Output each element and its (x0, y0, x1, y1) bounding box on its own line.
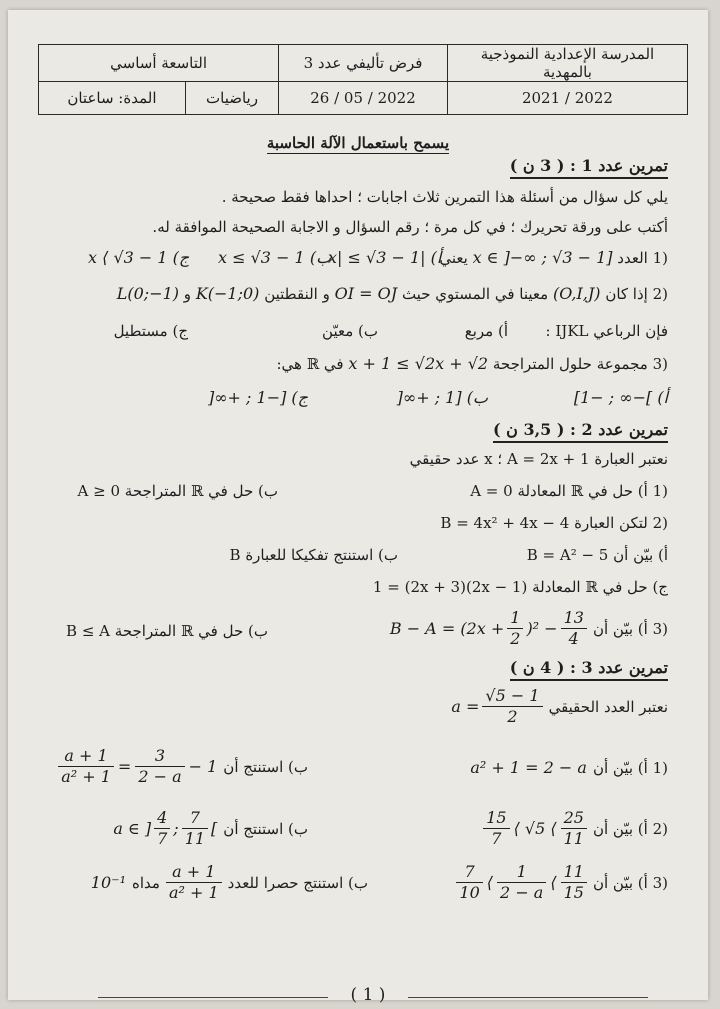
ex3-q1b: ب) استنتج أن $\frac{a + 1}{\text{a² + 1}}$ = $\frac{3}{2 - a}$ − 1 (58, 746, 308, 787)
subject: رياضيات (185, 82, 278, 115)
ex2-q2a: أ) بيّن أن B = A² − 5 (526, 546, 668, 564)
exercise1-intro2: أكتب على ورقة تحريرك ؛ في كل مرة ؛ رقم السؤال و الاجابة الصحيحة الموافقة له. (152, 218, 668, 236)
ex1-q2-stem: (2 إذا كان (O,I,J) معينا في المستوي حيث OI = OJ و النقطتين K(−1;0) و L(0;−1) (116, 284, 668, 303)
ex1-q1-stem: (1 العدد x ∈ ]−∞ ; √3 − 1] يعني (439, 248, 668, 267)
school-year: 2022 / 2021 (447, 82, 687, 115)
exam-title: فرض تأليفي عدد 3 (279, 45, 448, 82)
exercise3-title: تمرين عدد 3 : ( 4 ن ) (510, 658, 668, 677)
ex3-q3a: (3 أ) بيّن أن $\frac{7}{10}$ ⟨ $\frac{1}{2 - a}$ ⟨ $\frac{11}{15}$ (456, 862, 668, 903)
page-footer (8, 985, 708, 1009)
ex1-q3-stem: (3 مجموعة حلول المتراجحة x + 1 ≤ √2x + √2 في ℝ هي: (276, 354, 668, 373)
ex2-q2c: ج) حل في ℝ المعادلة (2x − 1)(2x + 3) = 1 (372, 578, 668, 596)
ex2-q2: (2 لتكن العبارة B = 4x² + 4x − 4 (440, 514, 668, 532)
ex3-q3b: ب) استنتج حصرا للعدد $\frac{a + 1}{\text{a² + 1}}$ مداه 10⁻¹ (90, 862, 368, 902)
level: التاسعة أساسي (39, 45, 279, 82)
exercise1-intro1: يلي كل سؤال من أسئلة هذا التمرين ثلاث اجابات ؛ احداها فقط صحيحة . (221, 188, 668, 206)
ex1-q3-option-a: أ) ]−∞ ; −1] (573, 388, 668, 407)
ex1-q1-option-c: ج) x ⟨ √3 − 1 (88, 248, 190, 267)
ex3-q2a: (2 أ) بيّن أن $\frac{15}{7}$ ⟨ √5 ⟨ $\frac{25}{11}$ (483, 808, 668, 849)
ex2-q1b: ب) حل في ℝ المتراجحة A ≥ 0 (77, 482, 278, 500)
ex1-q3-option-b: ب) [1 ; +∞[ (396, 388, 488, 407)
exercise1-title: تمرين عدد 1 : ( 3 ن ) (510, 156, 668, 175)
footer-rule-left (98, 997, 328, 998)
ex1-q2-option-b: ب) معيّن (322, 322, 378, 340)
exercise2-intro: نعتبر العبارة A = 2x + 1 ؛ x عدد حقيقي (409, 450, 668, 468)
exercise2-title: تمرين عدد 2 : ( 3,5 ن ) (493, 420, 668, 439)
ex2-q3a: (3 أ) بيّن أن B − A = (2x + $\frac{1}{2}$ )² − $\frac{13}{4}$ (389, 608, 668, 648)
ex1-q2-option-a: أ) مربع (464, 322, 508, 340)
ex1-q1-option-a: أ) |x| ≤ √3 − 1 (328, 248, 442, 267)
ex3-q1a: (1 أ) بيّن أن a² + 1 = 2 − a (470, 758, 668, 777)
ex1-q1-option-b: ب) x ≤ √3 − 1 (218, 248, 332, 267)
header-table (38, 44, 688, 115)
ex2-q1a: (1 أ) حل في ℝ المعادلة A = 0 (470, 482, 668, 500)
exam-paper (8, 10, 708, 1005)
footer-rule-right (408, 997, 648, 998)
ex3-q2b: ب) استنتج أن a ∈ ] $\frac{4}{7}$ ; $\frac{7}{11}$ [ (113, 808, 308, 848)
ex1-q2-prompt: فإن الرباعي IJKL : (545, 322, 668, 340)
calculator-note: يسمح باستعمال الآلة الحاسبة (266, 134, 450, 152)
ex3-intro: نعتبر العدد الحقيقي a = $\frac{√5 - 1}{2}$ (451, 686, 668, 726)
page-number: ( 1 ) (350, 985, 386, 1005)
school-name: المدرسة الإعدادية النموذجية بالمهدية (447, 45, 687, 82)
ex1-q3-option-c: ج) [−1 ; +∞[ (207, 388, 308, 407)
ex2-q3b: ب) حل في ℝ المتراجحة B ≤ A (66, 622, 268, 640)
ex2-q2b: ب) استنتج تفكيكا للعبارة B (229, 546, 398, 564)
exam-date: 2022 / 05 / 26 (279, 82, 448, 115)
ex1-q2-option-c: ج) مستطيل (113, 322, 188, 340)
duration: المدة: ساعتان (39, 82, 186, 115)
